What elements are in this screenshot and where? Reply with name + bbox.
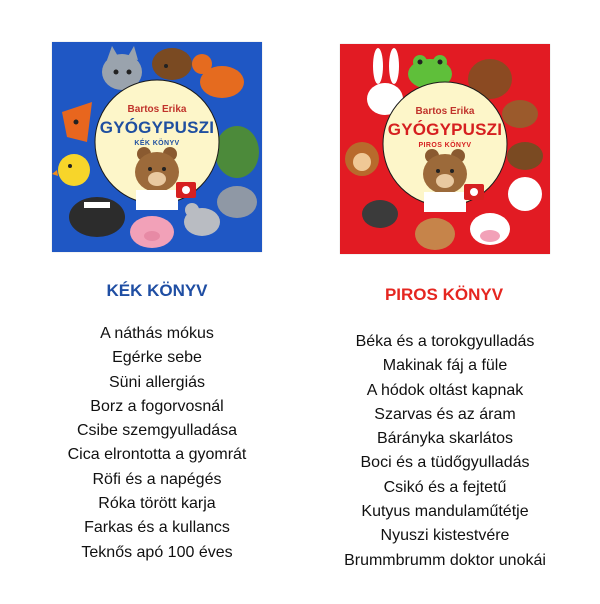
story-item: Teknős apó 100 éves [81, 543, 233, 561]
story-item: Báránykа skarlátos [376, 430, 514, 448]
story-item: Borz a fogorvosnál [90, 397, 224, 415]
cover-title-block [52, 42, 262, 252]
cover-title: GYÓGYPUSZI [387, 120, 503, 139]
story-item: Szarvas és az áram [374, 405, 516, 423]
story-item: A hódok oltást kapnak [366, 381, 524, 399]
story-item: Nyuszi kistestvére [380, 527, 510, 545]
book-heading-red: PIROS KÖNYV [384, 285, 504, 304]
story-item: Béka és a torokgyulladás [355, 333, 535, 350]
story-list-red [300, 330, 590, 573]
cover-subtitle: KÉK KÖNYV [134, 140, 180, 147]
story-item: Csibe szemgyulladása [76, 422, 238, 440]
story-item: Makinak fáj a füle [382, 357, 508, 375]
cover-author: Bartos Erika [415, 106, 475, 117]
story-item: A náthás mókus [100, 325, 214, 342]
cover-title-block [340, 44, 550, 254]
story-item: Kutyus mandulaműtétje [361, 503, 529, 521]
story-item: Cica elrontotta a gyomrát [67, 446, 247, 464]
book-heading-blue: KÉK KÖNYV [106, 281, 208, 300]
story-item: Róka törött karja [98, 495, 216, 513]
story-item: Süni allergiás [108, 373, 206, 391]
story-item: Egérke sebe [112, 349, 202, 367]
cover-title: GYÓGYPUSZI [99, 118, 215, 137]
story-item: Boci és a tüdőgyulladás [360, 454, 530, 472]
cover-blue-book [52, 42, 262, 252]
cover-author: Bartos Erika [127, 104, 187, 115]
story-item: Csikó és a fejtetű [383, 478, 507, 496]
story-list-blue [12, 322, 302, 565]
story-item: Röfi és a napégés [92, 470, 222, 488]
cover-subtitle: PIROS KÖNYV [418, 142, 472, 149]
cover-red-book [340, 44, 550, 254]
story-item: Farkas és a kullancs [84, 519, 230, 537]
story-item: Brummbrumm doktor unokái [344, 551, 546, 569]
